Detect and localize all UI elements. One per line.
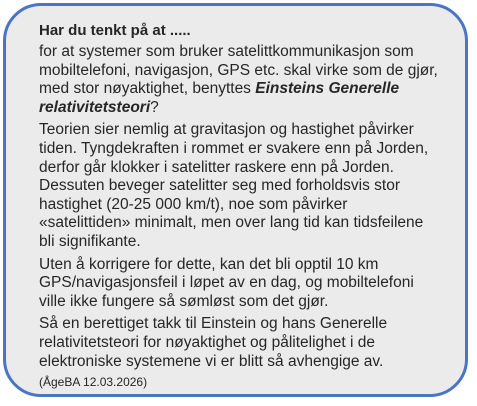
question-mark: ?	[150, 98, 159, 116]
card-heading: Har du tenkt på at .....	[39, 22, 191, 39]
intro-text: for at systemer som bruker satelittkommunikasjon som mobiltelefoni, navigasjon, GPS etc. skal virke som de gjør, med stor nøyaktighet, benyttes	[39, 43, 438, 98]
theory-name: Einsteins Generelle relativitetsteori	[39, 80, 400, 116]
info-card	[3, 3, 468, 397]
author-signature: (ÅgeBA 12.03.2026)	[39, 375, 148, 390]
intro-paragraph	[39, 43, 441, 117]
theory-paragraph: Teorien sier nemlig at gravitasjon og hastighet påvirker tiden. Tyngdekraften i rommet er svakere enn på Jorden, derfor går klokker i satelitter raskere enn på Jorden. Dessuten beveger satelitter seg med forholdsvis stor hastighet (20-25 000 km/t), noe som påvirker «satelittiden» minimalt, men over lang tid kan tidsfeilene bli signifikante.	[39, 121, 429, 250]
thanks-paragraph: Så en berettiget takk til Einstein og hans Generelle relativitetsteori for nøyaktighet og pålitelighet i de elektroniske systemene vi er blitt så avhengige av.	[39, 315, 388, 370]
consequence-paragraph: Uten å korrigere for dette, kan det bli opptil 10 km GPS/navigasjonsfeil i løpet av en dag, og mobiltelefoni ville ikke fungere så sømløst som det gjør.	[39, 255, 414, 310]
